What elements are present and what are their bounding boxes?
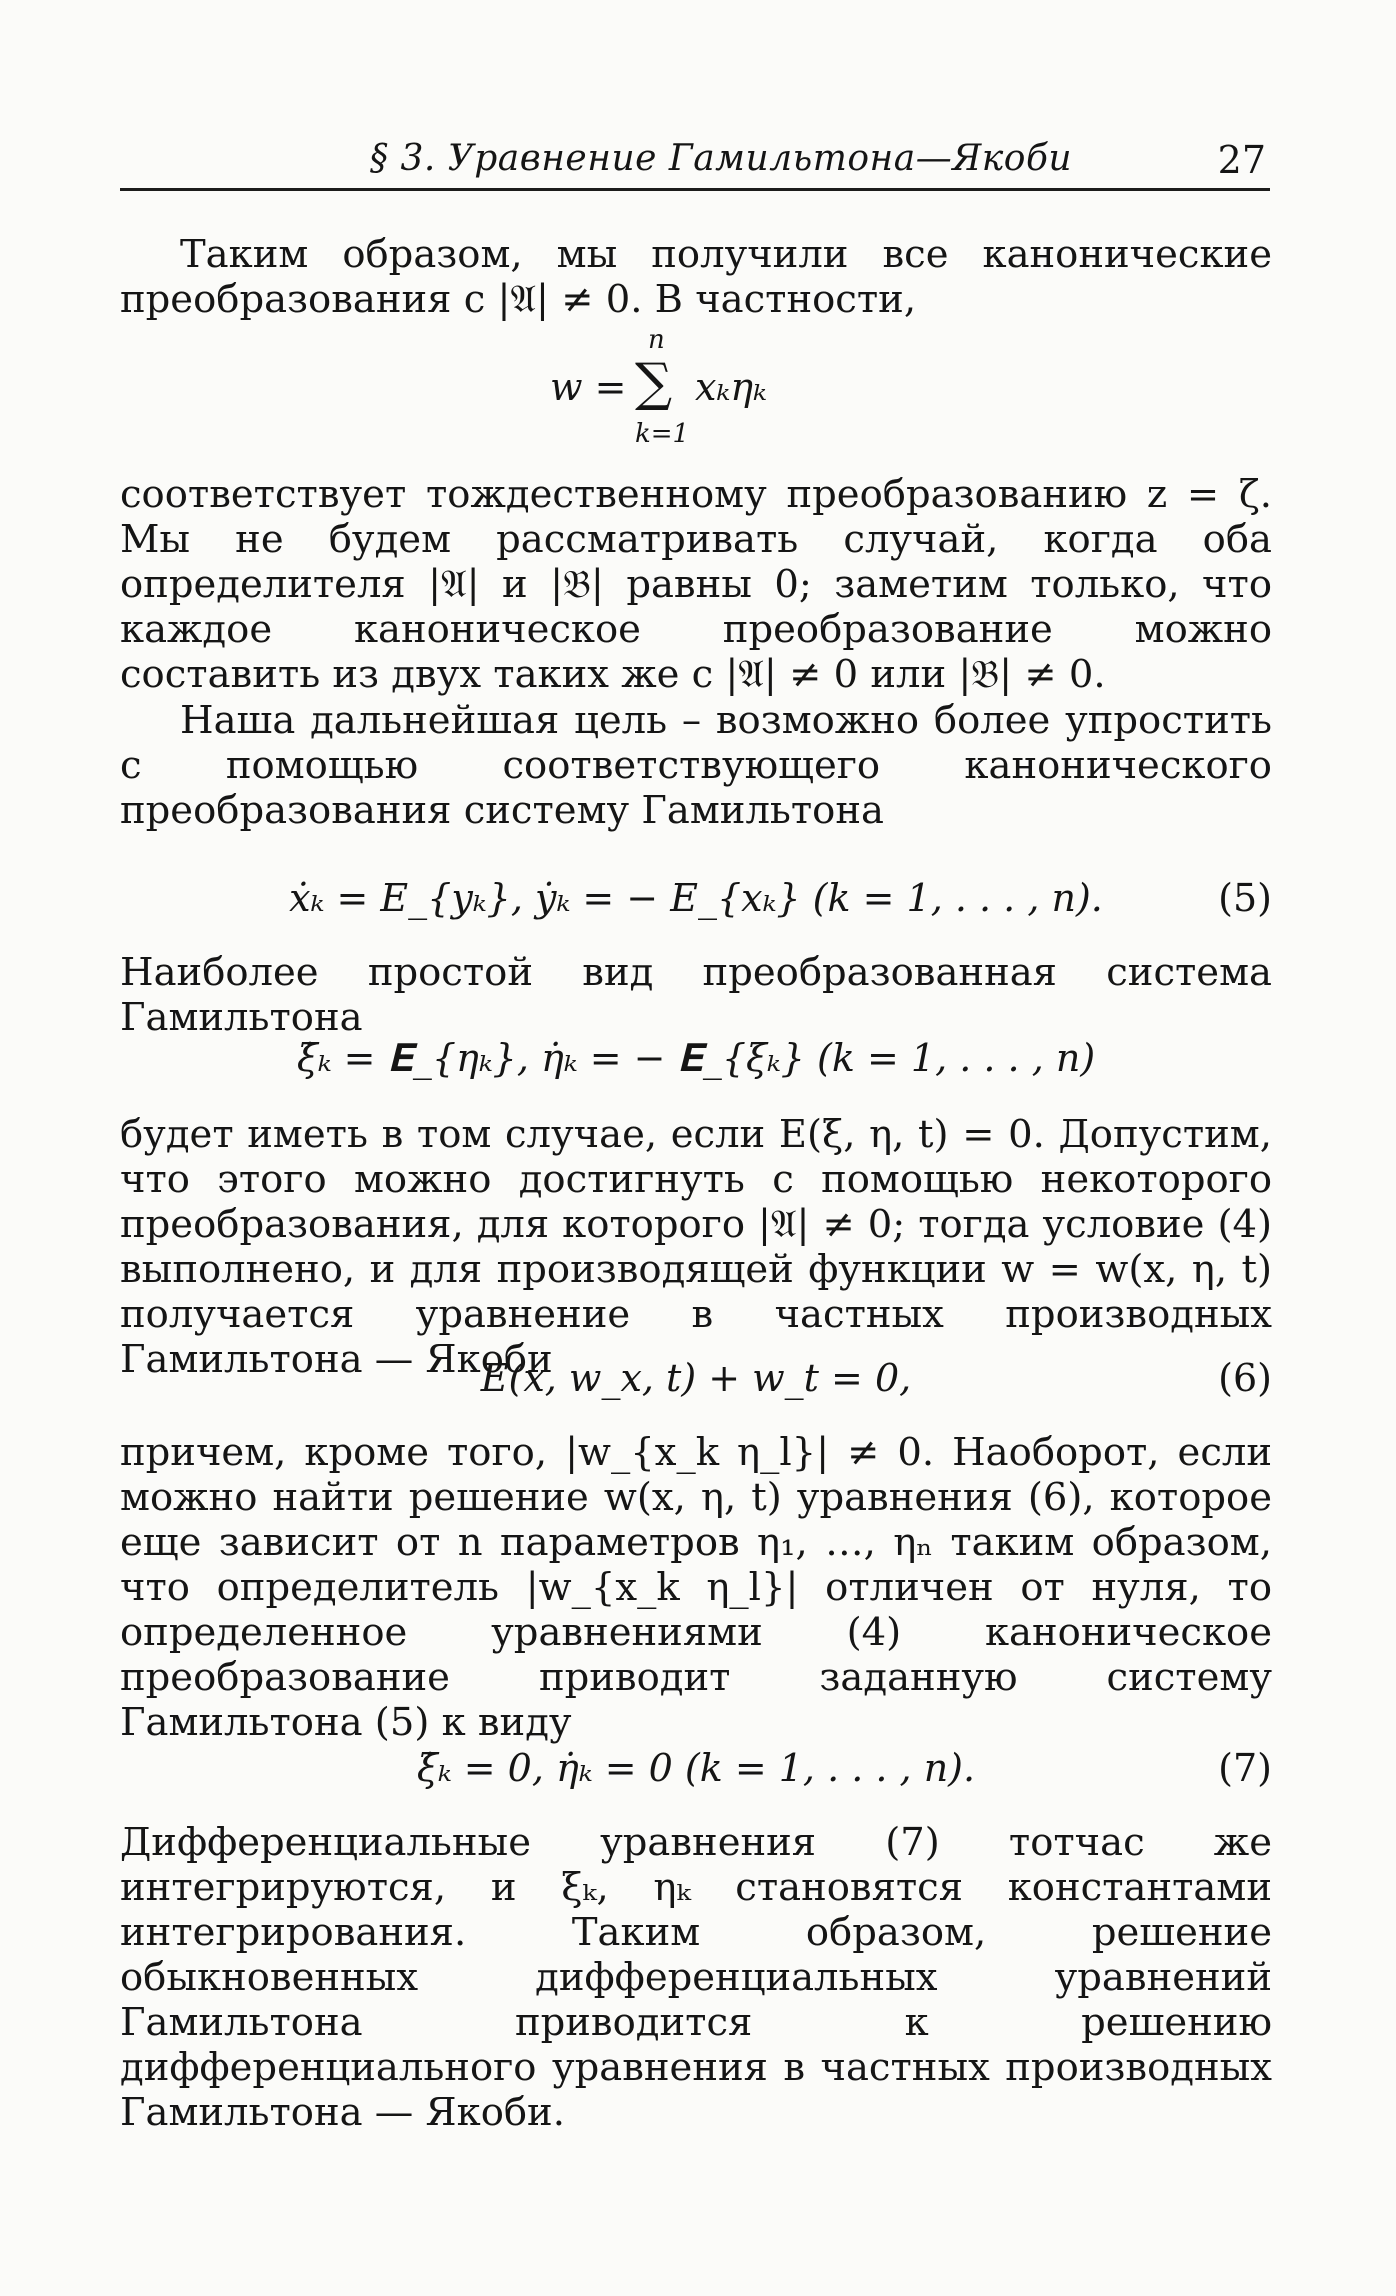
equation-number: (6) [1218, 1356, 1272, 1400]
paragraph-identity: соответствует тождественному преобразованию z = ζ. Мы не будем рассматривать случай, когда оба определителя |𝔄| и |𝔅| равны 0; заметим только, что каждое каноническое преобразование можно составить из двух таких же с |𝔄| ≠ 0 или |𝔅| ≠ 0. [120, 472, 1272, 697]
equation-number: (7) [1218, 1746, 1272, 1790]
section-title: § 3. Уравнение Гамильтона—Якоби [370, 138, 1073, 179]
paragraph-condition: будет иметь в том случае, если E(ξ, η, t) = 0. Допустим, что этого можно достигнуть с помощью некоторого преобразования, для которого |𝔄| ≠ 0; тогда условие (4) выполнено, и для производящей функции w = w(x, η, t) получается уравнение в частных производных Гамильтона — Якоби [120, 1112, 1272, 1382]
sigma-symbol: ∑ [635, 353, 673, 413]
paragraph-conclusion: Дифференциальные уравнения (7) тотчас же интегрируются, и ξₖ, ηₖ становятся константами интегрирования. Таким образом, решение обыкновенных дифференциальных уравнений Гамильтона приводится к решению дифференциального уравнения в частных производных Гамильтона — Якоби. [120, 1820, 1272, 2135]
paragraph-converse: причем, кроме того, |w_{x_k η_l}| ≠ 0. Наоборот, если можно найти решение w(x, η, t) уравнения (6), которое еще зависит от n параметров η₁, …, ηₙ таким образом, что определитель |w_{x_k η_l}| отличен от нуля, то определенное уравнениями (4) каноническое преобразование приводит заданную систему Гамильтона (5) к виду [120, 1430, 1272, 1745]
running-header [120, 138, 1270, 191]
page-number: 27 [1217, 138, 1266, 182]
sum-formula: w = n ∑ k=1 xₖηₖ [550, 325, 767, 449]
equation-number: (5) [1218, 876, 1272, 920]
equation-transformed: ξ̇ₖ = 𝐄_{ηₖ}, η̇ₖ = − 𝐄_{ξₖ} (k = 1, . . . , n) [296, 1036, 1096, 1080]
equation-7: ξ̇ₖ = 0, η̇ₖ = 0 (k = 1, . . . , n). (7) [120, 1740, 1272, 1796]
equation-5: ẋₖ = E_{yₖ}, ẏₖ = − E_{xₖ} (k = 1, . . . , n). (5) [120, 870, 1272, 926]
paragraph-simplest: Наиболее простой вид преобразованная система Гамильтона [120, 950, 1272, 1040]
equation-6: E(x, w_x, t) + w_t = 0, (6) [120, 1350, 1272, 1406]
paragraph-intro: Таким образом, мы получили все канонические преобразования с |𝔄| ≠ 0. В частности, [120, 232, 1272, 322]
paragraph-goal: Наша дальнейшая цель – возможно более упростить с помощью соответствующего канонического преобразования систему Гамильтона [120, 698, 1272, 833]
